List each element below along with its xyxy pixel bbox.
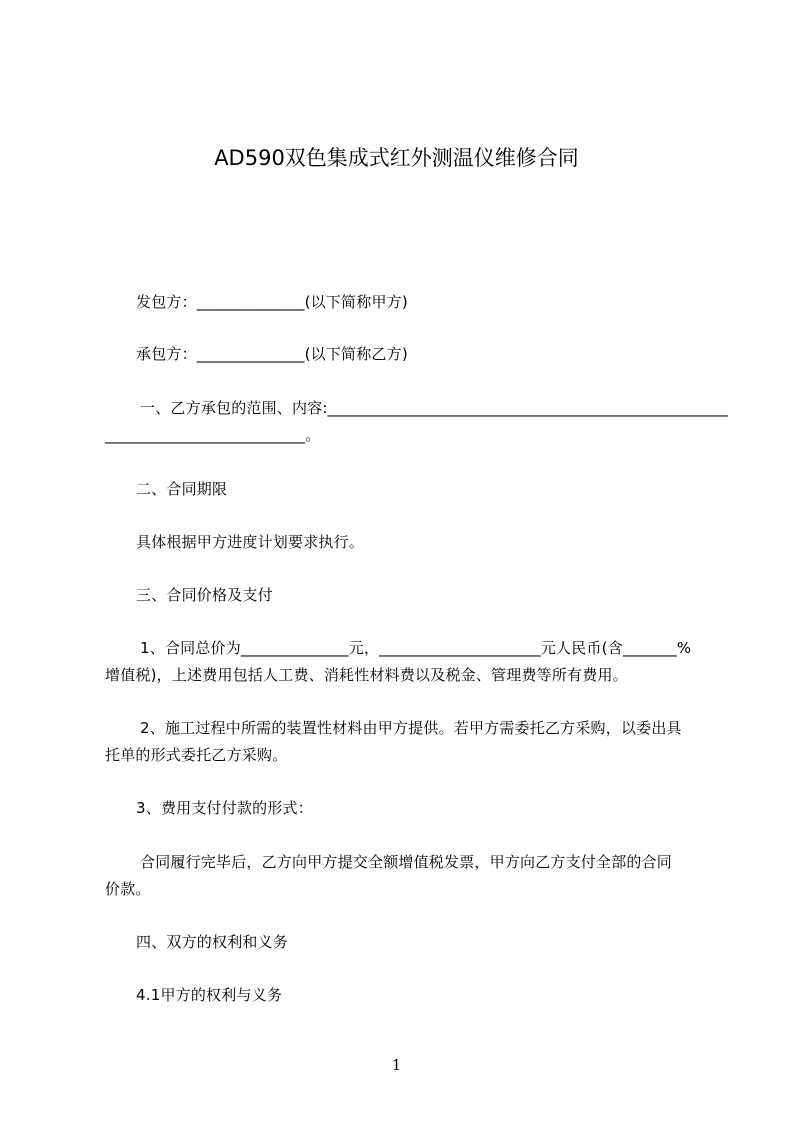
party-b-line: 承包方：______________(以下简称乙方) bbox=[136, 345, 408, 363]
section2-heading: 二、合同期限 bbox=[136, 480, 228, 498]
clause2-line2: 托单的形式委托乙方采购。 bbox=[105, 746, 288, 764]
section1-continuation-line: __________________________。 bbox=[105, 426, 321, 444]
section3-heading: 三、合同价格及支付 bbox=[136, 586, 273, 604]
subsection-4-1-heading: 4.1甲方的权利与义务 bbox=[136, 986, 283, 1004]
document-title: AD590双色集成式红外测温仪维修合同 bbox=[214, 146, 579, 170]
clause1-line1: 1、合同总价为______________元，_____________________元人民币(含_______% bbox=[140, 639, 692, 657]
payment-line2: 价款。 bbox=[105, 880, 151, 898]
section2-body: 具体根据甲方进度计划要求执行。 bbox=[136, 533, 365, 551]
payment-line1: 合同履行完毕后，乙方向甲方提交全额增值税发票，甲方向乙方支付全部的合同 bbox=[140, 853, 673, 871]
party-a-line: 发包方：______________(以下简称甲方) bbox=[136, 293, 408, 311]
section4-heading: 四、双方的权利和义务 bbox=[136, 933, 289, 951]
clause2-line1: 2、施工过程中所需的装置性材料由甲方提供。若甲方需委托乙方采购，以委出具 bbox=[140, 719, 682, 737]
page-number: 1 bbox=[391, 1056, 402, 1074]
clause1-line2: 增值税)，上述费用包括人工费、消耗性材料费以及税金、管理费等所有费用。 bbox=[105, 666, 628, 684]
clause3-heading: 3、费用支付付款的形式： bbox=[136, 799, 313, 817]
section1-heading-line: 一、乙方承包的范围、内容:____________________________________________________ bbox=[140, 399, 729, 417]
